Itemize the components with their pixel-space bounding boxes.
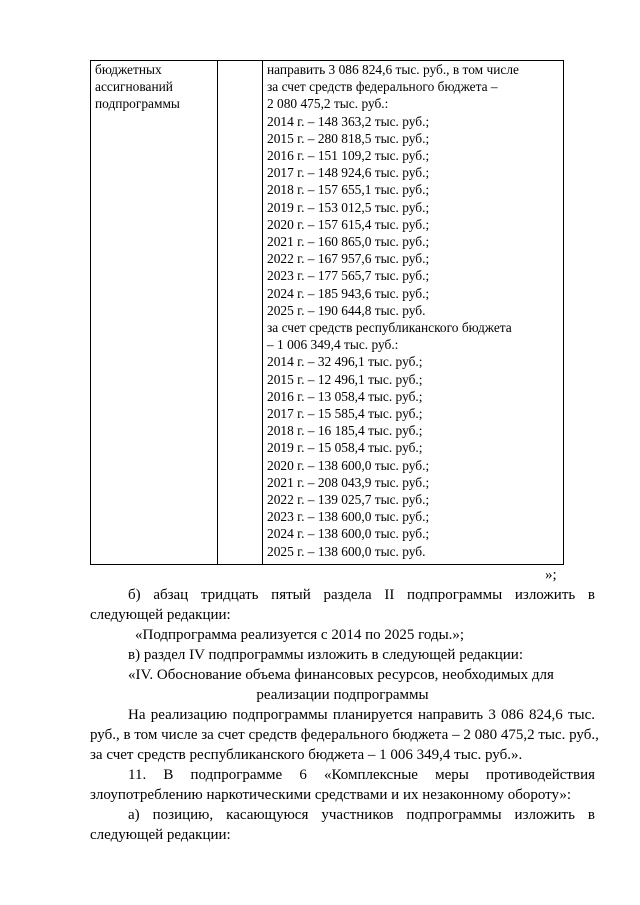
cell-line: подпрограммы (95, 96, 180, 112)
section-heading-line2: реализации подпрограммы (256, 687, 429, 703)
cell-line: 2025 г. – 190 644,8 тыс. руб. (267, 302, 426, 318)
cell-line: 2020 г. – 157 615,4 тыс. руб.; (267, 216, 430, 232)
cell-line: 2016 г. – 13 058,4 тыс. руб.; (267, 388, 423, 404)
cell-line: 2021 г. – 160 865,0 тыс. руб.; (267, 234, 430, 250)
table-cell-values (263, 61, 564, 565)
quote-end: »; (545, 567, 557, 583)
cell-line: 2024 г. – 185 943,6 тыс. руб.; (267, 285, 430, 301)
cell-line: 2016 г. – 151 109,2 тыс. руб.; (267, 148, 430, 164)
cell-line: 2018 г. – 157 655,1 тыс. руб.; (267, 182, 430, 198)
cell-line: 2017 г. – 15 585,4 тыс. руб.; (267, 406, 423, 422)
paragraph-funding-line3: за счет средств республиканского бюджета – 1 006 349,4 тыс. руб.». (90, 747, 523, 763)
cell-line: 2019 г. – 15 058,4 тыс. руб.; (267, 440, 423, 456)
cell-line: 2 080 475,2 тыс. руб.: (267, 96, 389, 112)
section-heading-line1: «IV. Обоснование объема финансовых ресурсов, необходимых для (128, 667, 554, 683)
cell-line: 2019 г. – 153 012,5 тыс. руб.; (267, 199, 430, 215)
cell-line: 2018 г. – 16 185,4 тыс. руб.; (267, 423, 423, 439)
paragraph-b-line2: следующей редакции: (90, 607, 231, 623)
cell-line: 2021 г. – 208 043,9 тыс. руб.; (267, 474, 430, 490)
table-row (91, 61, 564, 565)
cell-line: 2022 г. – 167 957,6 тыс. руб.; (267, 251, 430, 267)
cell-line: 2024 г. – 138 600,0 тыс. руб.; (267, 526, 430, 542)
budget-table (90, 60, 564, 565)
cell-line: 2023 г. – 177 565,7 тыс. руб.; (267, 268, 430, 284)
cell-line: бюджетных (95, 62, 162, 77)
cell-line: 2022 г. – 139 025,7 тыс. руб.; (267, 492, 430, 508)
cell-line: 2014 г. – 148 363,2 тыс. руб.; (267, 113, 430, 129)
cell-line: 2014 г. – 32 496,1 тыс. руб.; (267, 354, 423, 370)
cell-line: ассигнований (95, 79, 173, 95)
paragraph-11-line1: 11. В подпрограмме 6 «Комплексные меры противодействия (128, 767, 595, 783)
paragraph-11-line2: злоупотреблению наркотическими средствами и их незаконному обороту»: (90, 787, 572, 803)
table-cell-empty (218, 61, 263, 565)
paragraph-funding-line2: руб., в том числе за счет средств федерального бюджета – 2 080 475,2 тыс. руб., (90, 727, 599, 743)
cell-line: 2020 г. – 138 600,0 тыс. руб.; (267, 457, 430, 473)
cell-line: 2023 г. – 138 600,0 тыс. руб.; (267, 509, 430, 525)
paragraph-funding-line1: На реализацию подпрограммы планируется направить 3 086 824,6 тыс. (128, 707, 595, 723)
paragraph-a-line2: следующей редакции: (90, 827, 231, 843)
cell-line: направить 3 086 824,6 тыс. руб., в том числе (267, 62, 519, 77)
cell-line: 2015 г. – 280 818,5 тыс. руб.; (267, 130, 430, 146)
cell-line: 2025 г. – 138 600,0 тыс. руб. (267, 543, 426, 559)
paragraph-a-line1: а) позицию, касающуюся участников подпрограммы изложить в (128, 807, 595, 823)
paragraph-b-line1: б) абзац тридцать пятый раздела II подпрограммы изложить в (128, 587, 595, 603)
cell-line: 2017 г. – 148 924,6 тыс. руб.; (267, 165, 430, 181)
cell-line: за счет средств федерального бюджета – (267, 79, 498, 95)
cell-line: за счет средств республиканского бюджета (267, 320, 512, 336)
paragraph-v: в) раздел IV подпрограммы изложить в следующей редакции: (128, 647, 523, 663)
cell-line: 2015 г. – 12 496,1 тыс. руб.; (267, 371, 423, 387)
cell-line: – 1 006 349,4 тыс. руб.: (267, 337, 399, 353)
table-cell-label (91, 61, 218, 565)
quote-line: «Подпрограмма реализуется с 2014 по 2025 годы.»; (135, 627, 465, 643)
